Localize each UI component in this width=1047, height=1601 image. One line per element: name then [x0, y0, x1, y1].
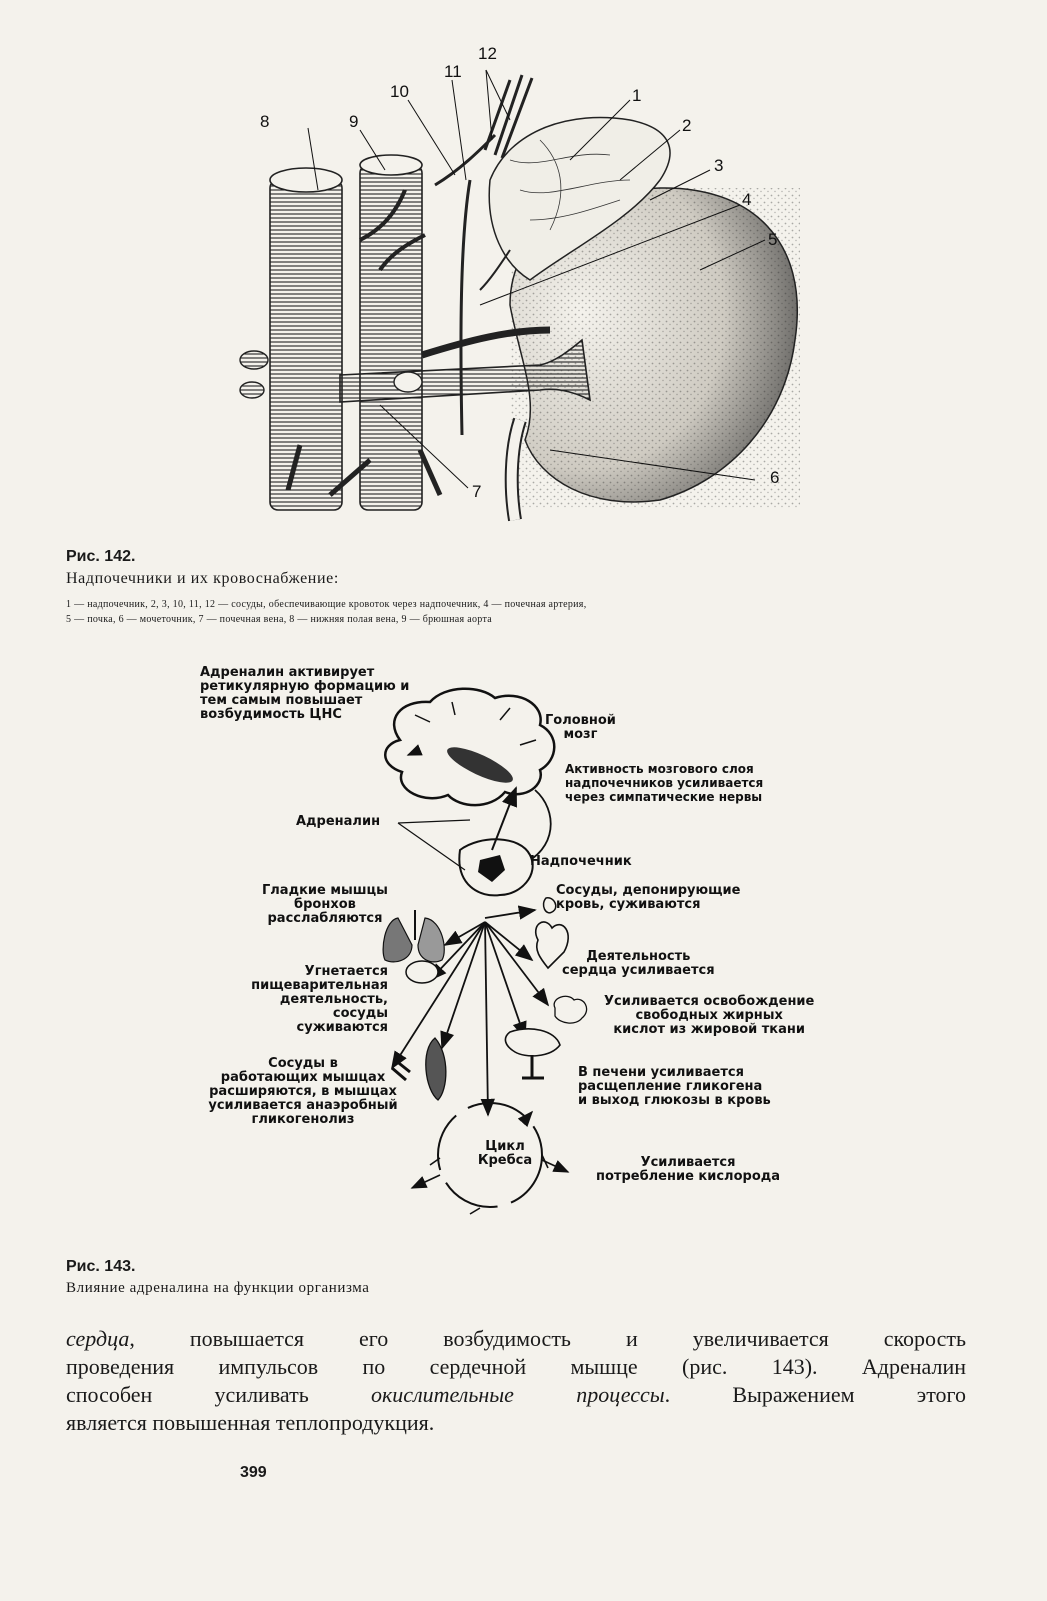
brain-line-1: Головной — [545, 713, 616, 728]
body-line-4: является повышенная теплопродукция. — [66, 1410, 435, 1435]
vessels-depot-line-2: кровь, суживаются — [556, 897, 701, 912]
muscle-line-5: гликогенолиз — [251, 1112, 355, 1127]
bronchi-line-1: Гладкие мышцы — [262, 883, 388, 898]
fig143-oxygen-annotation — [596, 1156, 780, 1184]
fig142-label-8: 8 — [260, 112, 270, 131]
liver-line-2: расщепление гликогена — [578, 1079, 763, 1094]
fig142-label-1: 1 — [632, 86, 642, 105]
fig143-fat-annotation — [604, 995, 814, 1037]
fat-line-3: кислот из жировой ткани — [613, 1022, 805, 1037]
body-line-3-post: . Выражением этого — [664, 1382, 967, 1407]
oxygen-line-1: Усиливается — [640, 1155, 736, 1170]
heart-line-1: Деятельность — [586, 949, 691, 964]
muscle-line-4: усиливается анаэробный — [208, 1098, 398, 1113]
fig142-label-2: 2 — [682, 116, 692, 135]
fig143-bronchi-annotation — [262, 884, 388, 926]
digestion-line-3: деятельность, — [279, 992, 388, 1007]
digestion-line-2: пищеварительная — [251, 978, 388, 993]
fig142-label-5: 5 — [768, 230, 778, 249]
fig143-adrenaline-label: Адреналин — [296, 814, 381, 829]
fig143-krebs-label — [470, 1140, 540, 1168]
body-paragraph — [66, 1325, 966, 1437]
cns-line-4: возбудимость ЦНС — [200, 707, 342, 722]
krebs-line-2: Кребса — [477, 1153, 533, 1168]
fig142-legend — [66, 597, 986, 627]
brain-line-2: мозг — [563, 727, 598, 742]
fig143-medulla-annotation — [565, 762, 763, 804]
fig143-heart-annotation — [562, 950, 715, 978]
oxygen-line-2: потребление кислорода — [596, 1169, 781, 1184]
vessels-depot-line-1: Сосуды, депонирующие — [556, 883, 741, 898]
figure-142-adrenal-drawing — [210, 40, 830, 530]
fig143-brain-label — [545, 714, 616, 742]
medulla-line-2: надпочечников усиливается — [565, 776, 764, 790]
fig142-label-10: 10 — [390, 82, 409, 101]
body-line-2: проведения импульсов по сердечной мышце (рис. 143). Адреналин — [66, 1354, 966, 1379]
fig142-label-3: 3 — [714, 156, 724, 175]
krebs-line-1: Цикл — [485, 1139, 525, 1154]
cns-line-3: тем самым повышает — [200, 693, 363, 708]
body-line-1-rest: , повышается его возбудимость и увеличивается скорость — [129, 1326, 966, 1351]
digestion-line-4: сосуды суживаются — [296, 1006, 388, 1035]
muscle-line-3: расширяются, в мышцах — [209, 1084, 397, 1099]
body-line-3 — [66, 1381, 966, 1409]
fig142-label-11: 11 — [444, 62, 462, 81]
fig143-vessels-depot-annotation — [556, 884, 740, 912]
cns-line-2: ретикулярную формацию и — [200, 679, 410, 694]
fig142-legend-line-2: 5 — почка, 6 — мочеточник, 7 — почечная вена, 8 — нижняя полая вена, 9 — брюшная аорта — [66, 614, 492, 625]
heart-line-2: сердца усиливается — [562, 963, 715, 978]
fig143-muscle-annotation — [196, 1057, 410, 1127]
bronchi-line-3: расслабляются — [267, 911, 383, 926]
page-number: 399 — [240, 1464, 267, 1481]
fig143-adrenal-label: Надпочечник — [530, 854, 632, 869]
body-italic-oxidative: окислительные процессы — [371, 1382, 665, 1407]
fig142-label-9: 9 — [349, 112, 359, 131]
muscle-line-2: работающих мышцах — [220, 1070, 386, 1085]
fig143-caption-subtitle: Влияние адреналина на функции организма — [66, 1280, 370, 1296]
liver-line-3: и выход глюкозы в кровь — [578, 1093, 771, 1108]
fig142-legend-line-1: 1 — надпочечник, 2, 3, 10, 11, 12 — сосуды, обеспечивающие кровоток через надпочечник, 4 — почечная артерия, — [66, 599, 587, 610]
body-italic-heart: сердца — [66, 1326, 130, 1351]
fig142-label-4: 4 — [742, 190, 752, 209]
fat-line-2: свободных жирных — [635, 1008, 783, 1023]
medulla-line-3: через симпатические нервы — [565, 790, 763, 804]
medulla-line-1: Активность мозгового слоя — [565, 762, 754, 776]
digestion-line-1: Угнетается — [304, 964, 388, 979]
fig143-digestion-annotation — [242, 965, 388, 1035]
body-line-3-pre: способен усиливать — [66, 1382, 372, 1407]
fig142-label-7: 7 — [472, 482, 482, 501]
fig142-caption-title: Рис. 142. — [66, 548, 136, 565]
fig143-liver-annotation — [578, 1066, 771, 1108]
liver-line-1: В печени усиливается — [578, 1065, 744, 1080]
fig143-caption-title: Рис. 143. — [66, 1258, 136, 1275]
fig143-cns-annotation — [200, 666, 409, 722]
fig142-caption-subtitle: Надпочечники и их кровоснабжение: — [66, 570, 339, 587]
fig142-label-12: 12 — [478, 44, 497, 63]
fig142-label-6: 6 — [770, 468, 780, 487]
body-line-1 — [66, 1325, 966, 1353]
cns-line-1: Адреналин активирует — [200, 665, 375, 680]
fat-line-1: Усиливается освобождение — [604, 994, 815, 1009]
muscle-line-1: Сосуды в — [268, 1056, 338, 1071]
bronchi-line-2: бронхов — [294, 897, 356, 912]
